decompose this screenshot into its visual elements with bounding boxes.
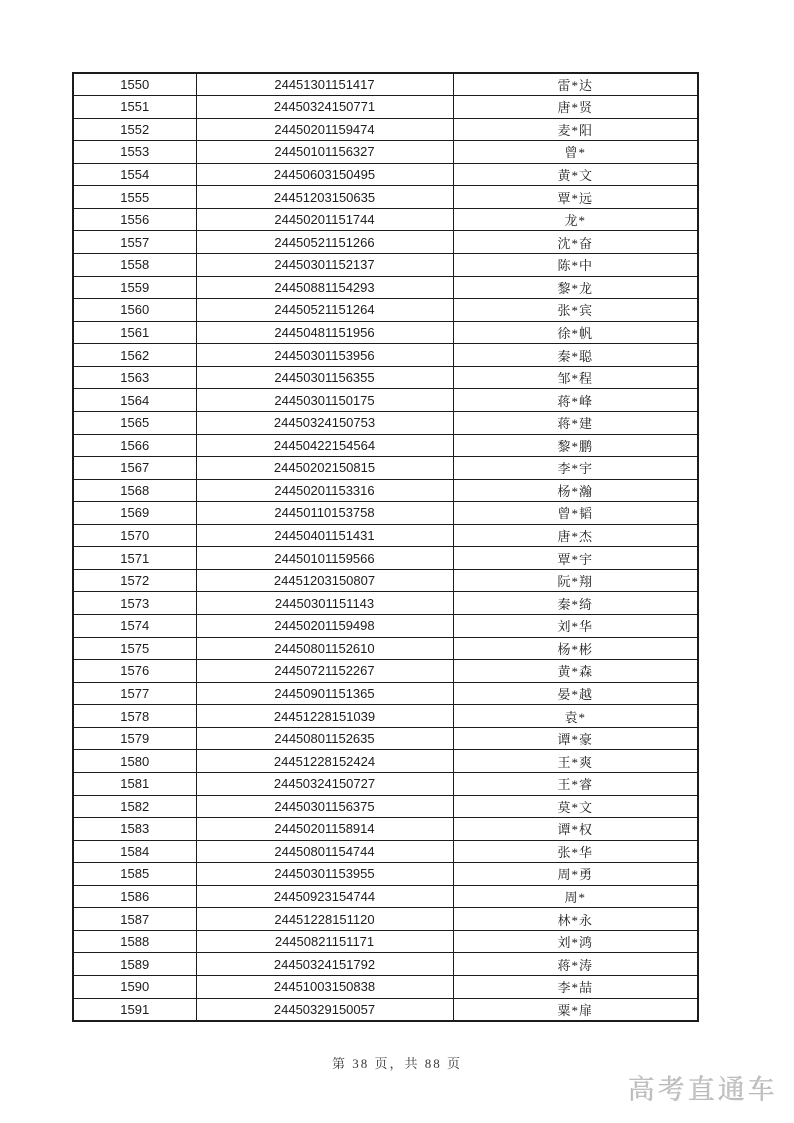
cell-candidate-id: 24450801154744 [196, 840, 453, 863]
table-row [73, 976, 698, 999]
cell-candidate-id: 24450301152137 [196, 254, 453, 277]
cell-candidate-id: 24451228151120 [196, 908, 453, 931]
cell-candidate-name: 晏*越 [453, 682, 698, 705]
table-row [73, 276, 698, 299]
cell-sequence-number: 1559 [73, 276, 196, 299]
cell-candidate-name: 雷*达 [453, 73, 698, 96]
cell-candidate-name: 周* [453, 885, 698, 908]
cell-sequence-number: 1571 [73, 547, 196, 570]
cell-candidate-name: 唐*贤 [453, 96, 698, 119]
cell-candidate-id: 24450324150771 [196, 96, 453, 119]
cell-sequence-number: 1566 [73, 434, 196, 457]
cell-candidate-name: 张*华 [453, 840, 698, 863]
cell-sequence-number: 1587 [73, 908, 196, 931]
cell-candidate-name: 蒋*建 [453, 411, 698, 434]
cell-candidate-name: 黎*龙 [453, 276, 698, 299]
cell-candidate-name: 周*勇 [453, 863, 698, 886]
cell-candidate-id: 24451203150635 [196, 186, 453, 209]
cell-candidate-name: 秦*聪 [453, 344, 698, 367]
cell-sequence-number: 1584 [73, 840, 196, 863]
cell-sequence-number: 1585 [73, 863, 196, 886]
table-row [73, 750, 698, 773]
cell-candidate-id: 24450301156355 [196, 366, 453, 389]
cell-candidate-id: 24450301156375 [196, 795, 453, 818]
cell-sequence-number: 1572 [73, 569, 196, 592]
table-row [73, 840, 698, 863]
cell-candidate-name: 龙* [453, 208, 698, 231]
table-row [73, 186, 698, 209]
table-row [73, 299, 698, 322]
roster-table-body [73, 73, 698, 1021]
table-row [73, 863, 698, 886]
table-row [73, 479, 698, 502]
cell-candidate-id: 24451228152424 [196, 750, 453, 773]
table-row [73, 569, 698, 592]
cell-candidate-id: 24450301153955 [196, 863, 453, 886]
table-row [73, 930, 698, 953]
cell-sequence-number: 1576 [73, 660, 196, 683]
cell-sequence-number: 1588 [73, 930, 196, 953]
cell-candidate-name: 黄*森 [453, 660, 698, 683]
cell-sequence-number: 1589 [73, 953, 196, 976]
cell-candidate-id: 24450301151143 [196, 592, 453, 615]
cell-candidate-id: 24450481151956 [196, 321, 453, 344]
candidate-roster-table [72, 72, 699, 1022]
cell-candidate-id: 24450301153956 [196, 344, 453, 367]
cell-candidate-name: 黎*鹏 [453, 434, 698, 457]
cell-candidate-name: 秦*绮 [453, 592, 698, 615]
table-row [73, 818, 698, 841]
cell-candidate-id: 24450324151792 [196, 953, 453, 976]
table-row [73, 547, 698, 570]
cell-candidate-id: 24450923154744 [196, 885, 453, 908]
cell-candidate-id: 24451301151417 [196, 73, 453, 96]
cell-sequence-number: 1580 [73, 750, 196, 773]
cell-sequence-number: 1562 [73, 344, 196, 367]
cell-candidate-name: 覃*远 [453, 186, 698, 209]
cell-sequence-number: 1563 [73, 366, 196, 389]
cell-candidate-name: 沈*奋 [453, 231, 698, 254]
cell-candidate-id: 24450422154564 [196, 434, 453, 457]
table-row [73, 254, 698, 277]
cell-candidate-name: 谭*权 [453, 818, 698, 841]
cell-sequence-number: 1564 [73, 389, 196, 412]
table-row [73, 524, 698, 547]
cell-sequence-number: 1560 [73, 299, 196, 322]
table-row [73, 772, 698, 795]
cell-candidate-name: 谭*豪 [453, 727, 698, 750]
cell-sequence-number: 1554 [73, 163, 196, 186]
cell-sequence-number: 1590 [73, 976, 196, 999]
cell-candidate-name: 张*宾 [453, 299, 698, 322]
cell-candidate-id: 24450301150175 [196, 389, 453, 412]
cell-sequence-number: 1581 [73, 772, 196, 795]
cell-candidate-id: 24450401151431 [196, 524, 453, 547]
cell-candidate-name: 刘*鸿 [453, 930, 698, 953]
table-row [73, 637, 698, 660]
cell-candidate-name: 李*喆 [453, 976, 698, 999]
cell-sequence-number: 1591 [73, 998, 196, 1021]
watermark-gaokao-zhitongche: 高考直通车 [628, 1075, 778, 1106]
cell-candidate-id: 24451203150807 [196, 569, 453, 592]
cell-candidate-id: 24450201151744 [196, 208, 453, 231]
table-row [73, 163, 698, 186]
cell-candidate-id: 24450901151365 [196, 682, 453, 705]
table-row [73, 795, 698, 818]
cell-sequence-number: 1556 [73, 208, 196, 231]
table-row [73, 592, 698, 615]
cell-candidate-name: 粟*扉 [453, 998, 698, 1021]
cell-sequence-number: 1570 [73, 524, 196, 547]
cell-candidate-name: 袁* [453, 705, 698, 728]
cell-sequence-number: 1567 [73, 457, 196, 480]
table-row [73, 727, 698, 750]
table-row [73, 118, 698, 141]
cell-candidate-name: 杨*彬 [453, 637, 698, 660]
table-row [73, 321, 698, 344]
cell-sequence-number: 1578 [73, 705, 196, 728]
cell-candidate-name: 莫*文 [453, 795, 698, 818]
cell-candidate-id: 24450801152610 [196, 637, 453, 660]
cell-sequence-number: 1558 [73, 254, 196, 277]
cell-candidate-name: 李*宇 [453, 457, 698, 480]
cell-sequence-number: 1551 [73, 96, 196, 119]
cell-sequence-number: 1579 [73, 727, 196, 750]
table-row [73, 389, 698, 412]
cell-candidate-name: 王*爽 [453, 750, 698, 773]
table-row [73, 705, 698, 728]
cell-candidate-id: 24451003150838 [196, 976, 453, 999]
table-row [73, 953, 698, 976]
cell-sequence-number: 1565 [73, 411, 196, 434]
table-row [73, 434, 698, 457]
cell-candidate-id: 24450110153758 [196, 502, 453, 525]
cell-candidate-id: 24450521151266 [196, 231, 453, 254]
cell-candidate-name: 蒋*峰 [453, 389, 698, 412]
cell-sequence-number: 1552 [73, 118, 196, 141]
table-row [73, 885, 698, 908]
cell-candidate-name: 刘*华 [453, 615, 698, 638]
table-row [73, 73, 698, 96]
cell-candidate-name: 覃*宇 [453, 547, 698, 570]
cell-candidate-id: 24451228151039 [196, 705, 453, 728]
cell-sequence-number: 1573 [73, 592, 196, 615]
cell-candidate-name: 曾* [453, 141, 698, 164]
table-row [73, 457, 698, 480]
table-row [73, 411, 698, 434]
cell-sequence-number: 1569 [73, 502, 196, 525]
table-row [73, 998, 698, 1021]
cell-candidate-id: 24450201159498 [196, 615, 453, 638]
cell-candidate-name: 阮*翔 [453, 569, 698, 592]
cell-candidate-name: 徐*帆 [453, 321, 698, 344]
table-row [73, 660, 698, 683]
table-row [73, 615, 698, 638]
cell-candidate-id: 24450324150727 [196, 772, 453, 795]
cell-candidate-name: 邹*程 [453, 366, 698, 389]
table-row [73, 231, 698, 254]
cell-candidate-name: 杨*瀚 [453, 479, 698, 502]
cell-candidate-name: 唐*杰 [453, 524, 698, 547]
cell-sequence-number: 1553 [73, 141, 196, 164]
table-row [73, 96, 698, 119]
cell-candidate-id: 24450801152635 [196, 727, 453, 750]
cell-sequence-number: 1555 [73, 186, 196, 209]
page-number-indicator: 第 38 页，共 88 页 [331, 1056, 462, 1071]
table-row [73, 141, 698, 164]
cell-candidate-id: 24450603150495 [196, 163, 453, 186]
cell-candidate-name: 王*睿 [453, 772, 698, 795]
cell-sequence-number: 1550 [73, 73, 196, 96]
cell-sequence-number: 1574 [73, 615, 196, 638]
cell-sequence-number: 1583 [73, 818, 196, 841]
cell-candidate-id: 24450101159566 [196, 547, 453, 570]
cell-sequence-number: 1557 [73, 231, 196, 254]
cell-candidate-id: 24450202150815 [196, 457, 453, 480]
cell-candidate-name: 麦*阳 [453, 118, 698, 141]
table-row [73, 366, 698, 389]
table-row [73, 682, 698, 705]
cell-candidate-id: 24450201153316 [196, 479, 453, 502]
cell-sequence-number: 1568 [73, 479, 196, 502]
cell-candidate-name: 林*永 [453, 908, 698, 931]
cell-candidate-id: 24450201159474 [196, 118, 453, 141]
cell-sequence-number: 1575 [73, 637, 196, 660]
cell-candidate-id: 24450721152267 [196, 660, 453, 683]
table-row [73, 344, 698, 367]
cell-sequence-number: 1561 [73, 321, 196, 344]
cell-candidate-name: 蒋*涛 [453, 953, 698, 976]
cell-sequence-number: 1586 [73, 885, 196, 908]
cell-candidate-id: 24450821151171 [196, 930, 453, 953]
cell-candidate-name: 陈*中 [453, 254, 698, 277]
cell-candidate-id: 24450521151264 [196, 299, 453, 322]
cell-candidate-name: 曾*韬 [453, 502, 698, 525]
cell-candidate-id: 24450329150057 [196, 998, 453, 1021]
table-row [73, 908, 698, 931]
cell-candidate-id: 24450324150753 [196, 411, 453, 434]
cell-sequence-number: 1582 [73, 795, 196, 818]
cell-candidate-id: 24450201158914 [196, 818, 453, 841]
table-row [73, 208, 698, 231]
cell-candidate-name: 黄*文 [453, 163, 698, 186]
cell-candidate-id: 24450881154293 [196, 276, 453, 299]
table-row [73, 502, 698, 525]
cell-candidate-id: 24450101156327 [196, 141, 453, 164]
cell-sequence-number: 1577 [73, 682, 196, 705]
